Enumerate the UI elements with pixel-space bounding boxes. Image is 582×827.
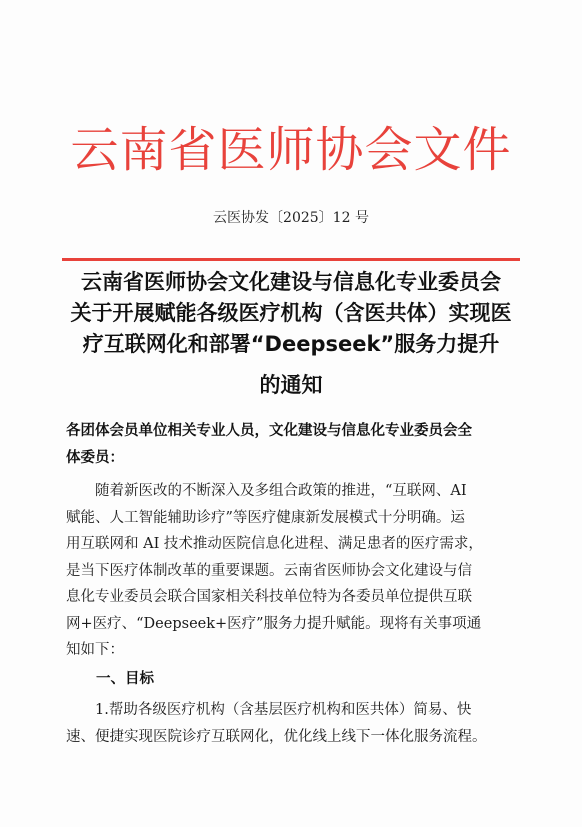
salutation-line: 各团体会员单位相关专业人员，文化建设与信息化专业委员会全 (66, 423, 472, 439)
body-line: 是当下医疗体制改革的重要课题。云南省医师协会文化建设与信 (66, 562, 472, 579)
masthead-title: 云南省医师协会文件 (70, 122, 512, 178)
salutation (66, 418, 526, 472)
section-line: 速、便捷实现医院诊疗互联网化，优化线上线下一体化服务流程。 (66, 729, 487, 745)
title-line: 疗互联网化和部署“Deepseek”服务力提升 (82, 332, 500, 356)
section-paragraph (66, 697, 526, 751)
title-line-last: 的通知 (259, 373, 323, 397)
body-line: 随着新医改的不断深入及多组合政策的推进，“互联网、AI (95, 483, 467, 499)
notice-title (50, 267, 532, 360)
document-number: 云医协发〔2025〕12 号 (213, 210, 369, 226)
title-line: 云南省医师协会文化建设与信息化专业委员会 (81, 270, 501, 294)
body-line: 息化专业委员会联合国家相关科技单位特为各委员单位提供互联 (66, 589, 472, 605)
body-line: 用互联网和 AI 技术推动医院信息化进程、满足患者的医疗需求， (66, 536, 483, 552)
section-line: 1.帮助各级医疗机构（含基层医疗机构和医共体）简易、快 (95, 702, 472, 718)
section-heading: 一、目标 (96, 671, 154, 687)
body-line: 网+医疗、“Deepseek+医疗”服务力提升赋能。现将有关事项通 (66, 615, 482, 632)
body-paragraph (66, 478, 526, 664)
salutation-line: 体委员： (66, 450, 124, 466)
body-line: 知如下： (66, 642, 124, 658)
red-divider-rule (62, 258, 520, 261)
body-line: 赋能、人工智能辅助诊疗”等医疗健康新发展模式十分明确。运 (66, 509, 465, 526)
title-line: 关于开展赋能各级医疗机构（含医共体）实现医 (70, 301, 512, 325)
